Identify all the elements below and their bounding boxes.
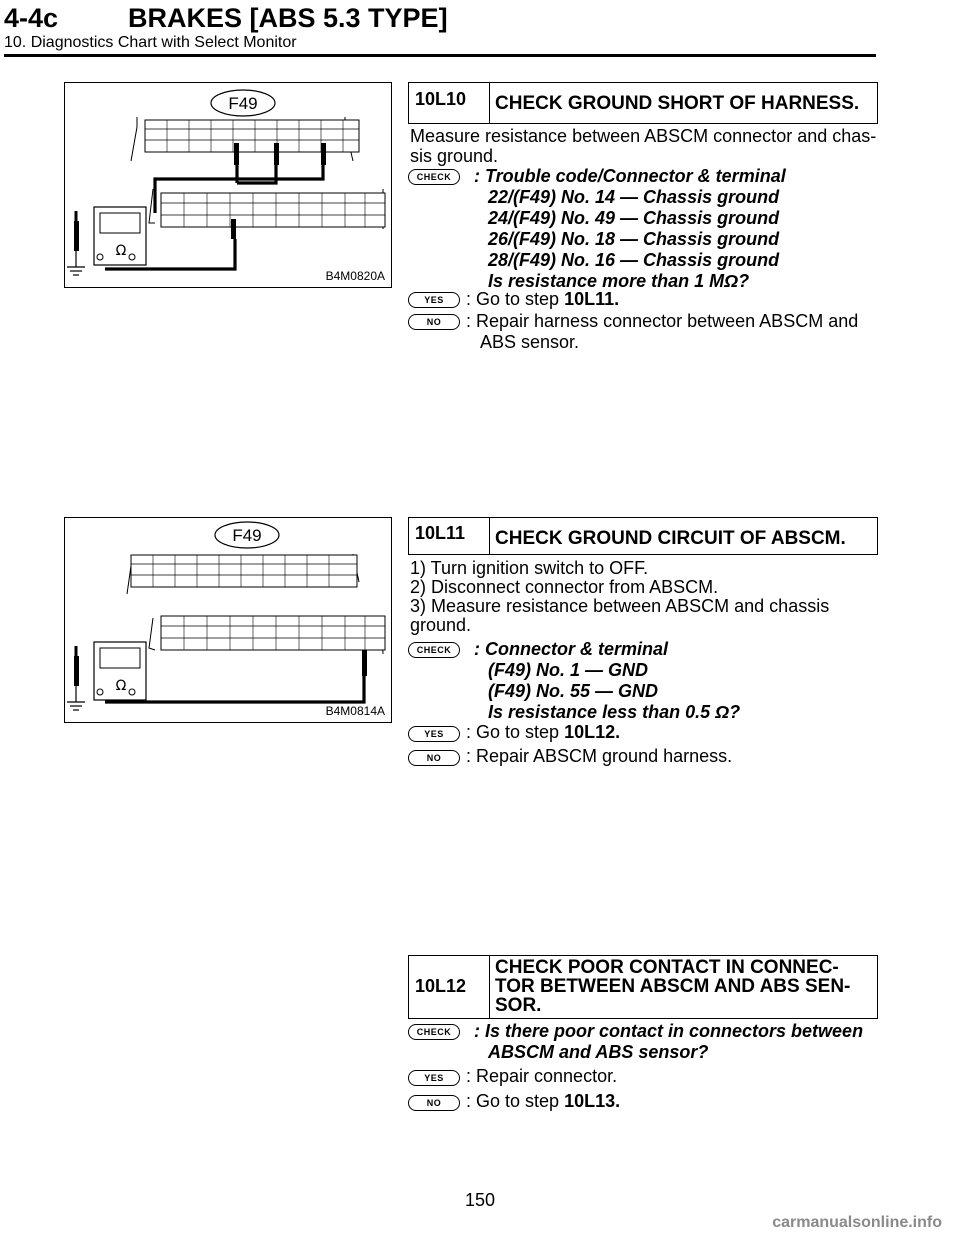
check-condition xyxy=(474,639,884,723)
yes-answer: : Repair connector. xyxy=(466,1066,618,1086)
answer-text: : Go to step xyxy=(466,722,565,742)
answer-line: : Repair harness connector between ABSCM and xyxy=(466,311,859,331)
step-number-cell xyxy=(409,83,490,123)
title-line: CHECK POOR CONTACT IN CONNEC- xyxy=(495,957,839,978)
step-header xyxy=(408,82,878,124)
step-link[interactable]: 10L13. xyxy=(564,1091,621,1111)
yes-badge: YES xyxy=(408,726,460,742)
check-line: Is resistance less than 0.5 Ω? xyxy=(488,702,741,722)
figure-ground-circuit-check xyxy=(64,517,392,723)
figure-code: B4M0814A xyxy=(325,704,385,718)
svg-text:Ω: Ω xyxy=(115,243,127,259)
step-number-cell xyxy=(409,956,490,1018)
check-line: 24/(F49) No. 49 — Chassis ground xyxy=(488,208,780,228)
no-badge: NO xyxy=(408,750,460,766)
step-link[interactable]: 10L11. xyxy=(564,289,620,309)
check-badge: CHECK xyxy=(408,1024,460,1040)
instruction-line: 1) Turn ignition switch to OFF. xyxy=(410,558,649,578)
check-line: (F49) No. 55 — GND xyxy=(488,681,659,701)
figure-code: B4M0820A xyxy=(325,269,385,283)
answer-line: : Repair ABSCM ground harness. xyxy=(466,746,733,766)
figure-harness-short-check xyxy=(64,82,392,288)
page-subtitle: 10. Diagnostics Chart with Select Monitor xyxy=(4,34,297,51)
no-badge: NO xyxy=(408,314,460,330)
page-title: BRAKES [ABS 5.3 TYPE] xyxy=(128,3,448,33)
no-answer xyxy=(466,1091,620,1112)
step-title xyxy=(495,958,871,1015)
step-title: CHECK GROUND SHORT OF HARNESS. xyxy=(495,93,860,114)
step-header xyxy=(408,517,878,555)
check-line: : Connector & terminal xyxy=(474,639,669,659)
check-line: (F49) No. 1 — GND xyxy=(488,660,649,680)
svg-text:Ω: Ω xyxy=(115,678,127,694)
connector-diagram xyxy=(65,83,391,287)
answer-line: ABS sensor. xyxy=(480,332,580,352)
connector-diagram xyxy=(65,518,391,722)
check-line: 26/(F49) No. 18 — Chassis ground xyxy=(488,229,780,249)
instruction-line: Measure resistance between ABSCM connector and chas- xyxy=(410,126,877,146)
instruction-line: 2) Disconnect connector from ABSCM. xyxy=(410,577,719,597)
step-title: CHECK GROUND CIRCUIT OF ABSCM. xyxy=(495,528,846,549)
check-line: ABSCM and ABS sensor? xyxy=(488,1042,709,1062)
check-line: Is resistance more than 1 MΩ? xyxy=(488,271,750,291)
title-line: TOR BETWEEN ABSCM AND ABS SEN- xyxy=(495,976,851,997)
step-number: 10L11 xyxy=(415,523,466,543)
watermark: carmanualsonline.info xyxy=(772,1214,942,1231)
no-badge: NO xyxy=(408,1095,460,1111)
answer-text: : Go to step xyxy=(466,289,565,309)
check-condition xyxy=(474,166,884,292)
check-badge: CHECK xyxy=(408,642,460,658)
instruction-line: ground. xyxy=(410,615,472,635)
no-answer xyxy=(466,311,858,353)
no-answer xyxy=(466,746,732,767)
yes-answer xyxy=(466,722,620,743)
section-number: 4-4c xyxy=(4,3,59,33)
check-condition xyxy=(474,1021,884,1063)
check-line: 28/(F49) No. 16 — Chassis ground xyxy=(488,250,780,270)
check-line: 22/(F49) No. 14 — Chassis ground xyxy=(488,187,780,207)
instruction-line: sis ground. xyxy=(410,146,499,166)
check-line: : Trouble code/Connector & terminal xyxy=(474,166,786,186)
title-line: SOR. xyxy=(495,995,542,1016)
step-link[interactable]: 10L12. xyxy=(564,722,621,742)
step-number: 10L10 xyxy=(415,89,467,109)
header-rule xyxy=(4,54,876,57)
yes-answer xyxy=(466,289,619,310)
yes-badge: YES xyxy=(408,1070,460,1086)
connector-label: F49 xyxy=(228,94,258,113)
step-number: 10L12 xyxy=(415,976,467,996)
check-line: : Is there poor contact in connectors between xyxy=(474,1021,864,1041)
answer-text: : Go to step xyxy=(466,1091,565,1111)
check-badge: CHECK xyxy=(408,169,460,185)
instruction-line: 3) Measure resistance between ABSCM and chassis xyxy=(410,596,830,616)
yes-badge: YES xyxy=(408,292,460,308)
page-number: 150 xyxy=(464,1190,496,1210)
step-header xyxy=(408,955,878,1019)
connector-label: F49 xyxy=(232,526,262,545)
step-number-cell xyxy=(409,518,490,554)
